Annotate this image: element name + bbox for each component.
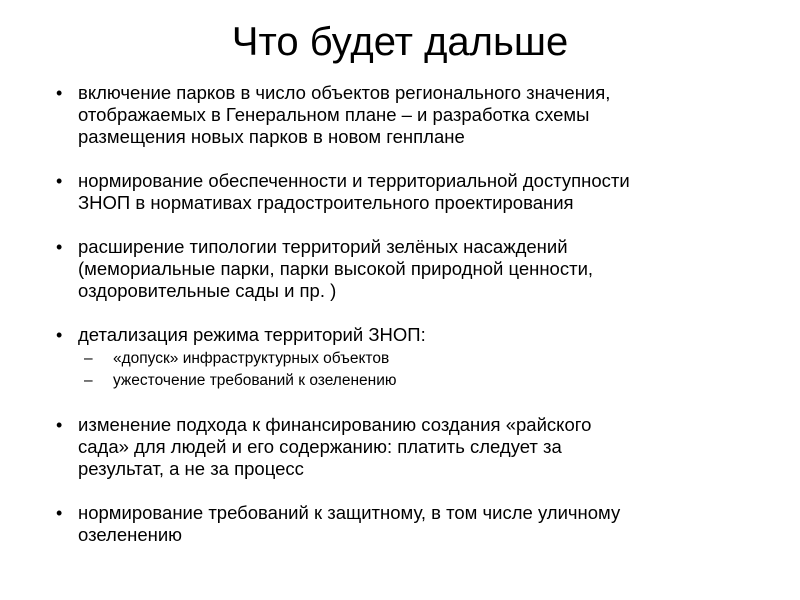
bullet-text-line: отображаемых в Генеральном плане – и разработка схемы xyxy=(78,104,590,125)
sub-bullet-item xyxy=(78,348,756,370)
bullet-item xyxy=(56,82,756,148)
bullet-marker: • xyxy=(56,325,63,345)
bullet-marker: • xyxy=(56,83,63,103)
bullet-text-line: (мемориальные парки, парки высокой природной ценности, xyxy=(78,258,594,279)
bullet-item xyxy=(56,414,756,480)
bullet-text-line: оздоровительные сады и пр. ) xyxy=(78,280,337,301)
bullet-marker: • xyxy=(56,171,63,191)
bullet-text-line: результат, а не за процесс xyxy=(78,458,304,479)
bullet-item xyxy=(56,502,756,546)
bullet-text-line: озеленению xyxy=(78,524,183,545)
sub-bullet-text: ужесточение требований к озеленению xyxy=(113,372,397,389)
bullet-list xyxy=(56,82,756,568)
bullet-marker: • xyxy=(56,503,63,523)
bullet-item xyxy=(56,324,756,392)
bullet-item xyxy=(56,236,756,302)
bullet-text-line: нормирование обеспеченности и территориальной доступности xyxy=(78,170,630,191)
sub-bullet-marker: – xyxy=(84,350,93,367)
sub-bullet-item xyxy=(78,370,756,392)
sub-bullet-list xyxy=(78,348,756,392)
bullet-item xyxy=(56,170,756,214)
bullet-text-line: расширение типологии территорий зелёных насаждений xyxy=(78,236,568,257)
bullet-text-line: сада» для людей и его содержанию: платить следует за xyxy=(78,436,562,457)
bullet-text-line: нормирование требований к защитному, в том числе уличному xyxy=(78,502,621,523)
bullet-text-line: детализация режима территорий ЗНОП: xyxy=(78,324,426,345)
sub-bullet-text: «допуск» инфраструктурных объектов xyxy=(113,350,390,367)
bullet-marker: • xyxy=(56,415,63,435)
bullet-text-line: включение парков в число объектов регионального значения, xyxy=(78,82,611,103)
bullet-marker: • xyxy=(56,237,63,257)
bullet-text-line: изменение подхода к финансированию создания «райского xyxy=(78,414,592,435)
slide-title: Что будет дальше xyxy=(231,20,569,64)
bullet-text-line: размещения новых парков в новом генплане xyxy=(78,126,465,147)
sub-bullet-marker: – xyxy=(84,372,93,389)
bullet-text-line: ЗНОП в нормативах градостроительного проектирования xyxy=(78,192,574,213)
